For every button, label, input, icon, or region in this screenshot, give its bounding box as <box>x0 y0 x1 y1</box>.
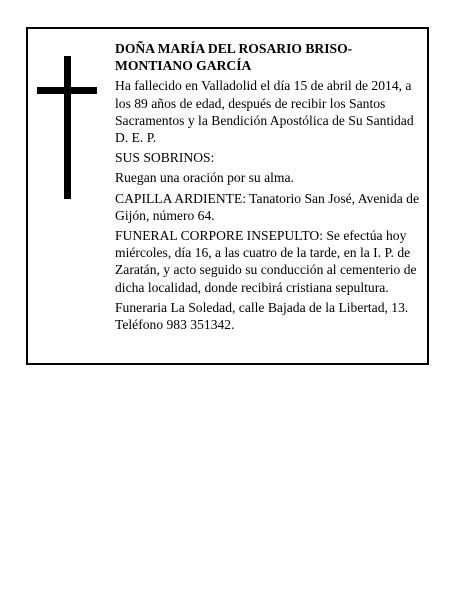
deceased-name: DOÑA MARÍA DEL ROSARIO BRISO-MONTIANO GARCÍA <box>115 41 353 74</box>
cross-icon <box>37 56 97 199</box>
prayer-request: Ruegan una oración por su alma. <box>115 170 294 186</box>
notice-text <box>115 40 421 336</box>
wake-location: CAPILLA ARDIENTE: Tanatorio San José, Avenida de Gijón, número 64. <box>115 190 419 223</box>
death-announcement: Ha fallecido en Valladolid el día 15 de abril de 2014, a los 89 años de edad, después de recibir los Santos Sacramentos y la Bendición Apostólica de Su Santidad D. E. P. <box>115 78 414 146</box>
funeral-home-contact: Funeraria La Soledad, calle Bajada de la Libertad, 13. Teléfono 983 351342. <box>115 299 409 333</box>
obituary-notice <box>26 27 429 365</box>
funeral-details: FUNERAL CORPORE INSEPULTO: Se efectúa hoy miércoles, día 16, a las cuatro de la tarde, en la I. P. de Zaratán, y acto seguido su conducción al cementerio de dicha localidad, donde recibirá cristiana sepultura. <box>115 228 417 295</box>
family-heading: SUS SOBRINOS: <box>115 150 215 166</box>
cross-horizontal-bar <box>37 87 97 94</box>
cross-vertical-bar <box>64 56 71 199</box>
